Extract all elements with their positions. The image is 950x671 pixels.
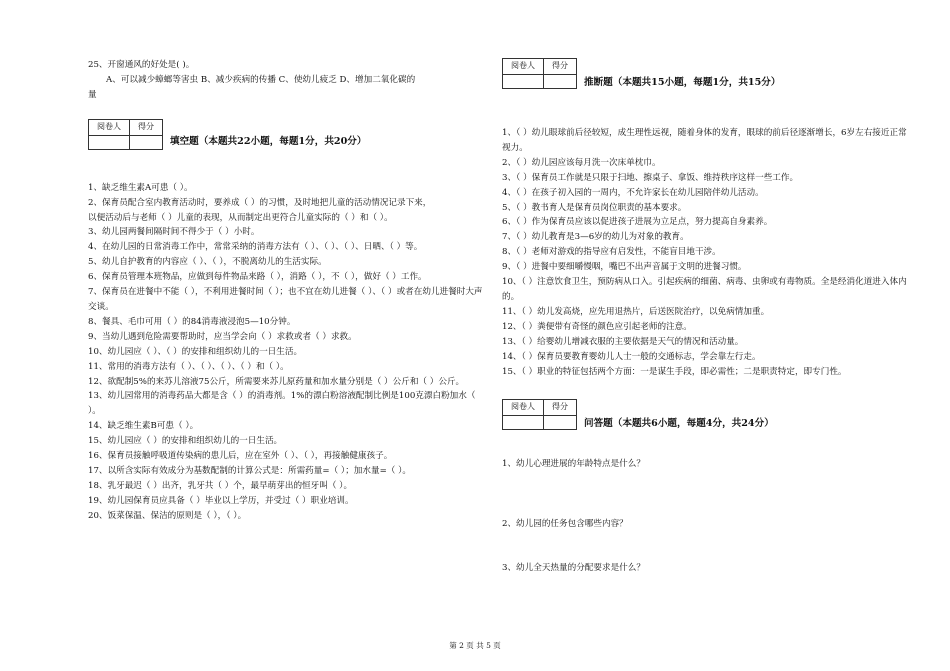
list-item: 16、保育员接触呼吸道传染病的患儿后，应在室外（ ）、（ ），再接触健康孩子。 (88, 451, 393, 462)
list-item: 3、幼儿园两餐间隔时间不得少于（ ）小时。 (88, 227, 260, 238)
question-25-tail: 量 (88, 89, 97, 100)
score-box-header: 阅卷人 (503, 59, 544, 75)
list-item: 6、（ ）作为保育员应该以促进孩子进展为立足点，努力提高自身素养。 (502, 217, 773, 228)
fill-blank-list (88, 181, 486, 524)
list-item: 1、缺乏维生素A可患（ ）。 (88, 182, 193, 193)
left-column (88, 58, 486, 524)
fill-blank-section-header (88, 119, 486, 161)
score-box-header: 阅卷人 (89, 119, 130, 135)
list-item: 8、餐具、毛巾可用（ ）的84消毒液浸泡5—10分钟。 (88, 316, 296, 327)
list-item: 6、保育员管理本班物品，应做到每件物品来路（ ），消路（ ），不（ ），做好（ ）工作。 (88, 272, 427, 283)
score-box-label: 得分 (544, 400, 577, 416)
score-box (502, 399, 577, 430)
list-item: 3、（ ）保育员工作就是只限于扫地、擦桌子、拿饭、维持秩序这样一些工作。 (502, 172, 799, 183)
qa-list (502, 457, 910, 576)
score-box-header: 阅卷人 (503, 400, 544, 416)
score-box (502, 58, 577, 89)
section-title: 推断题（本题共15小题，每题1分，共15分） (584, 77, 781, 88)
judgement-section-header (502, 58, 910, 102)
list-item: 11、常用的消毒方法有（ ）、（ ）、（ ）、（ ）和（ ）。 (88, 361, 289, 372)
score-box (88, 119, 163, 150)
list-item: 7、（ ）幼儿教育是3—6岁的幼儿为对象的教育。 (502, 232, 689, 243)
list-item: 2、（ ）幼儿园应该每月洗一次床单枕巾。 (502, 157, 661, 168)
list-item: 15、（ ）职业的特征包括两个方面：一是谋生手段，即必需性；二是职责特定，即专门性。 (502, 366, 847, 377)
question-25-options: A、可以减少蟑螂等害虫 B、减少疾病的传播 C、使幼儿疲乏 D、增加二氧化碳的 (106, 74, 416, 85)
list-item: 4、在幼儿园的日常消毒工作中，常常采纳的消毒方法有（ ）、（ ）、（ ）、日晒、（ ）等。 (88, 242, 423, 253)
list-item: 13、（ ）给婴幼儿增减衣服的主要依据是天气的情况和活动量。 (502, 336, 744, 347)
list-item: 19、幼儿园保育员应具备（ ）毕业以上学历，并受过（ ）职业培训。 (88, 495, 354, 506)
judgement-list (502, 126, 910, 379)
list-item: 14、（ ）保育员要教育婴幼儿人士一般的交通标志，学会靠左行走。 (502, 351, 761, 362)
page-footer: 第 2 页 共 5 页 (449, 641, 501, 650)
list-item: 13、幼儿园常用的消毒药品大都是含（ ）的消毒剂。1%的漂白粉溶液配制比例是100克漂白粉加水（ ）。 (88, 391, 476, 417)
list-item: 9、当幼儿遇到危险需要帮助时，应当学会向（ ）求救或者（ ）求救。 (88, 331, 357, 342)
score-box-label: 得分 (544, 59, 577, 75)
list-item: 1、（ ）幼儿眼球前后径较短，成生理性远视，随着身体的发育，眼球的前后径逐渐增长，6岁左右接近正常视力。 (502, 128, 907, 153)
list-item: 12、（ ）粪便带有奇怪的颜色应引起老师的注意。 (502, 321, 692, 332)
list-item: 以便活动后与老师（ ）儿童的表现，从而制定出更符合儿童实际的（ ）和（ ）。 (88, 212, 393, 223)
list-item: 2、保育员配合室内教育活动时，要养成（ ）的习惯，及时地把儿童的活动情况记录下来， (88, 197, 432, 208)
list-item: 9、（ ）进餐中要细嚼慢咽，嘴巴不出声音属于文明的进餐习惯。 (502, 262, 747, 273)
list-item: 15、幼儿园应（ ）的安排和组织幼儿的一日生活。 (88, 436, 283, 447)
section-title: 问答题（本题共6小题，每题4分，共24分） (584, 418, 774, 430)
score-box-label: 得分 (130, 119, 163, 135)
list-item: 7、保育员在进餐中不能（ ），不利用进餐时间（ ）；也不宜在幼儿进餐（ ）、（ ）或者在幼儿进餐时大声交谈。 (88, 287, 483, 312)
list-item: 5、幼儿自护教育的内容应（ ）、（ ），不脱离幼儿的生活实际。 (88, 257, 327, 268)
list-item: 1、幼儿心理进展的年龄特点是什么？ (502, 459, 645, 470)
list-item: 14、缺乏维生素B可患（ ）。 (88, 421, 199, 432)
list-item: 10、幼儿园应（ ）、（ ）的安排和组织幼儿的一日生活。 (88, 346, 303, 357)
right-column (502, 58, 910, 576)
question-25: 25、开窗通风的好处是( )。 (88, 60, 195, 70)
list-item: 5、（ ）教书育人是保育员岗位职责的基本要求。 (502, 202, 687, 213)
list-item: 3、幼儿全天热量的分配要求是什么？ (502, 563, 645, 574)
list-item: 4、（ ）在孩子初入园的一周内，不允许家长在幼儿园陪伴幼儿活动。 (502, 187, 764, 198)
list-item: 10、（ ）注意饮食卫生，预防病从口入。引起疾病的细菌、病毒、虫卵或有毒物质。全是经消化道进入体内的。 (502, 277, 907, 302)
list-item: 18、乳牙最迟（ ）出齐，乳牙共（ ）个，最早萌芽出的恒牙叫（ ）。 (88, 480, 353, 491)
section-title: 填空题（本题共22小题，每题1分，共20分） (170, 135, 367, 147)
list-item: 20、饭菜保温、保洁的原则是（ ），（ ）。 (88, 510, 247, 521)
qa-section-header (502, 399, 910, 443)
list-item: 2、幼儿园的任务包含哪些内容？ (502, 519, 628, 530)
list-item: 8、（ ）老师对游戏的指导应有启发性，不能盲目地干涉。 (502, 247, 721, 258)
list-item: 11、（ ）幼儿发高烧，应先用退热片，后送医院治疗，以免病情加重。 (502, 306, 770, 317)
list-item: 12、欲配制5%的来苏儿溶液75公斤，所需要来苏儿原药量和加水量分别是（ ）公斤和（ ）公斤。 (88, 376, 465, 387)
list-item: 17、以所含实际有效成分为基数配制的计算公式是：所需药量=（ ）；加水量=（ ）。 (88, 465, 411, 476)
